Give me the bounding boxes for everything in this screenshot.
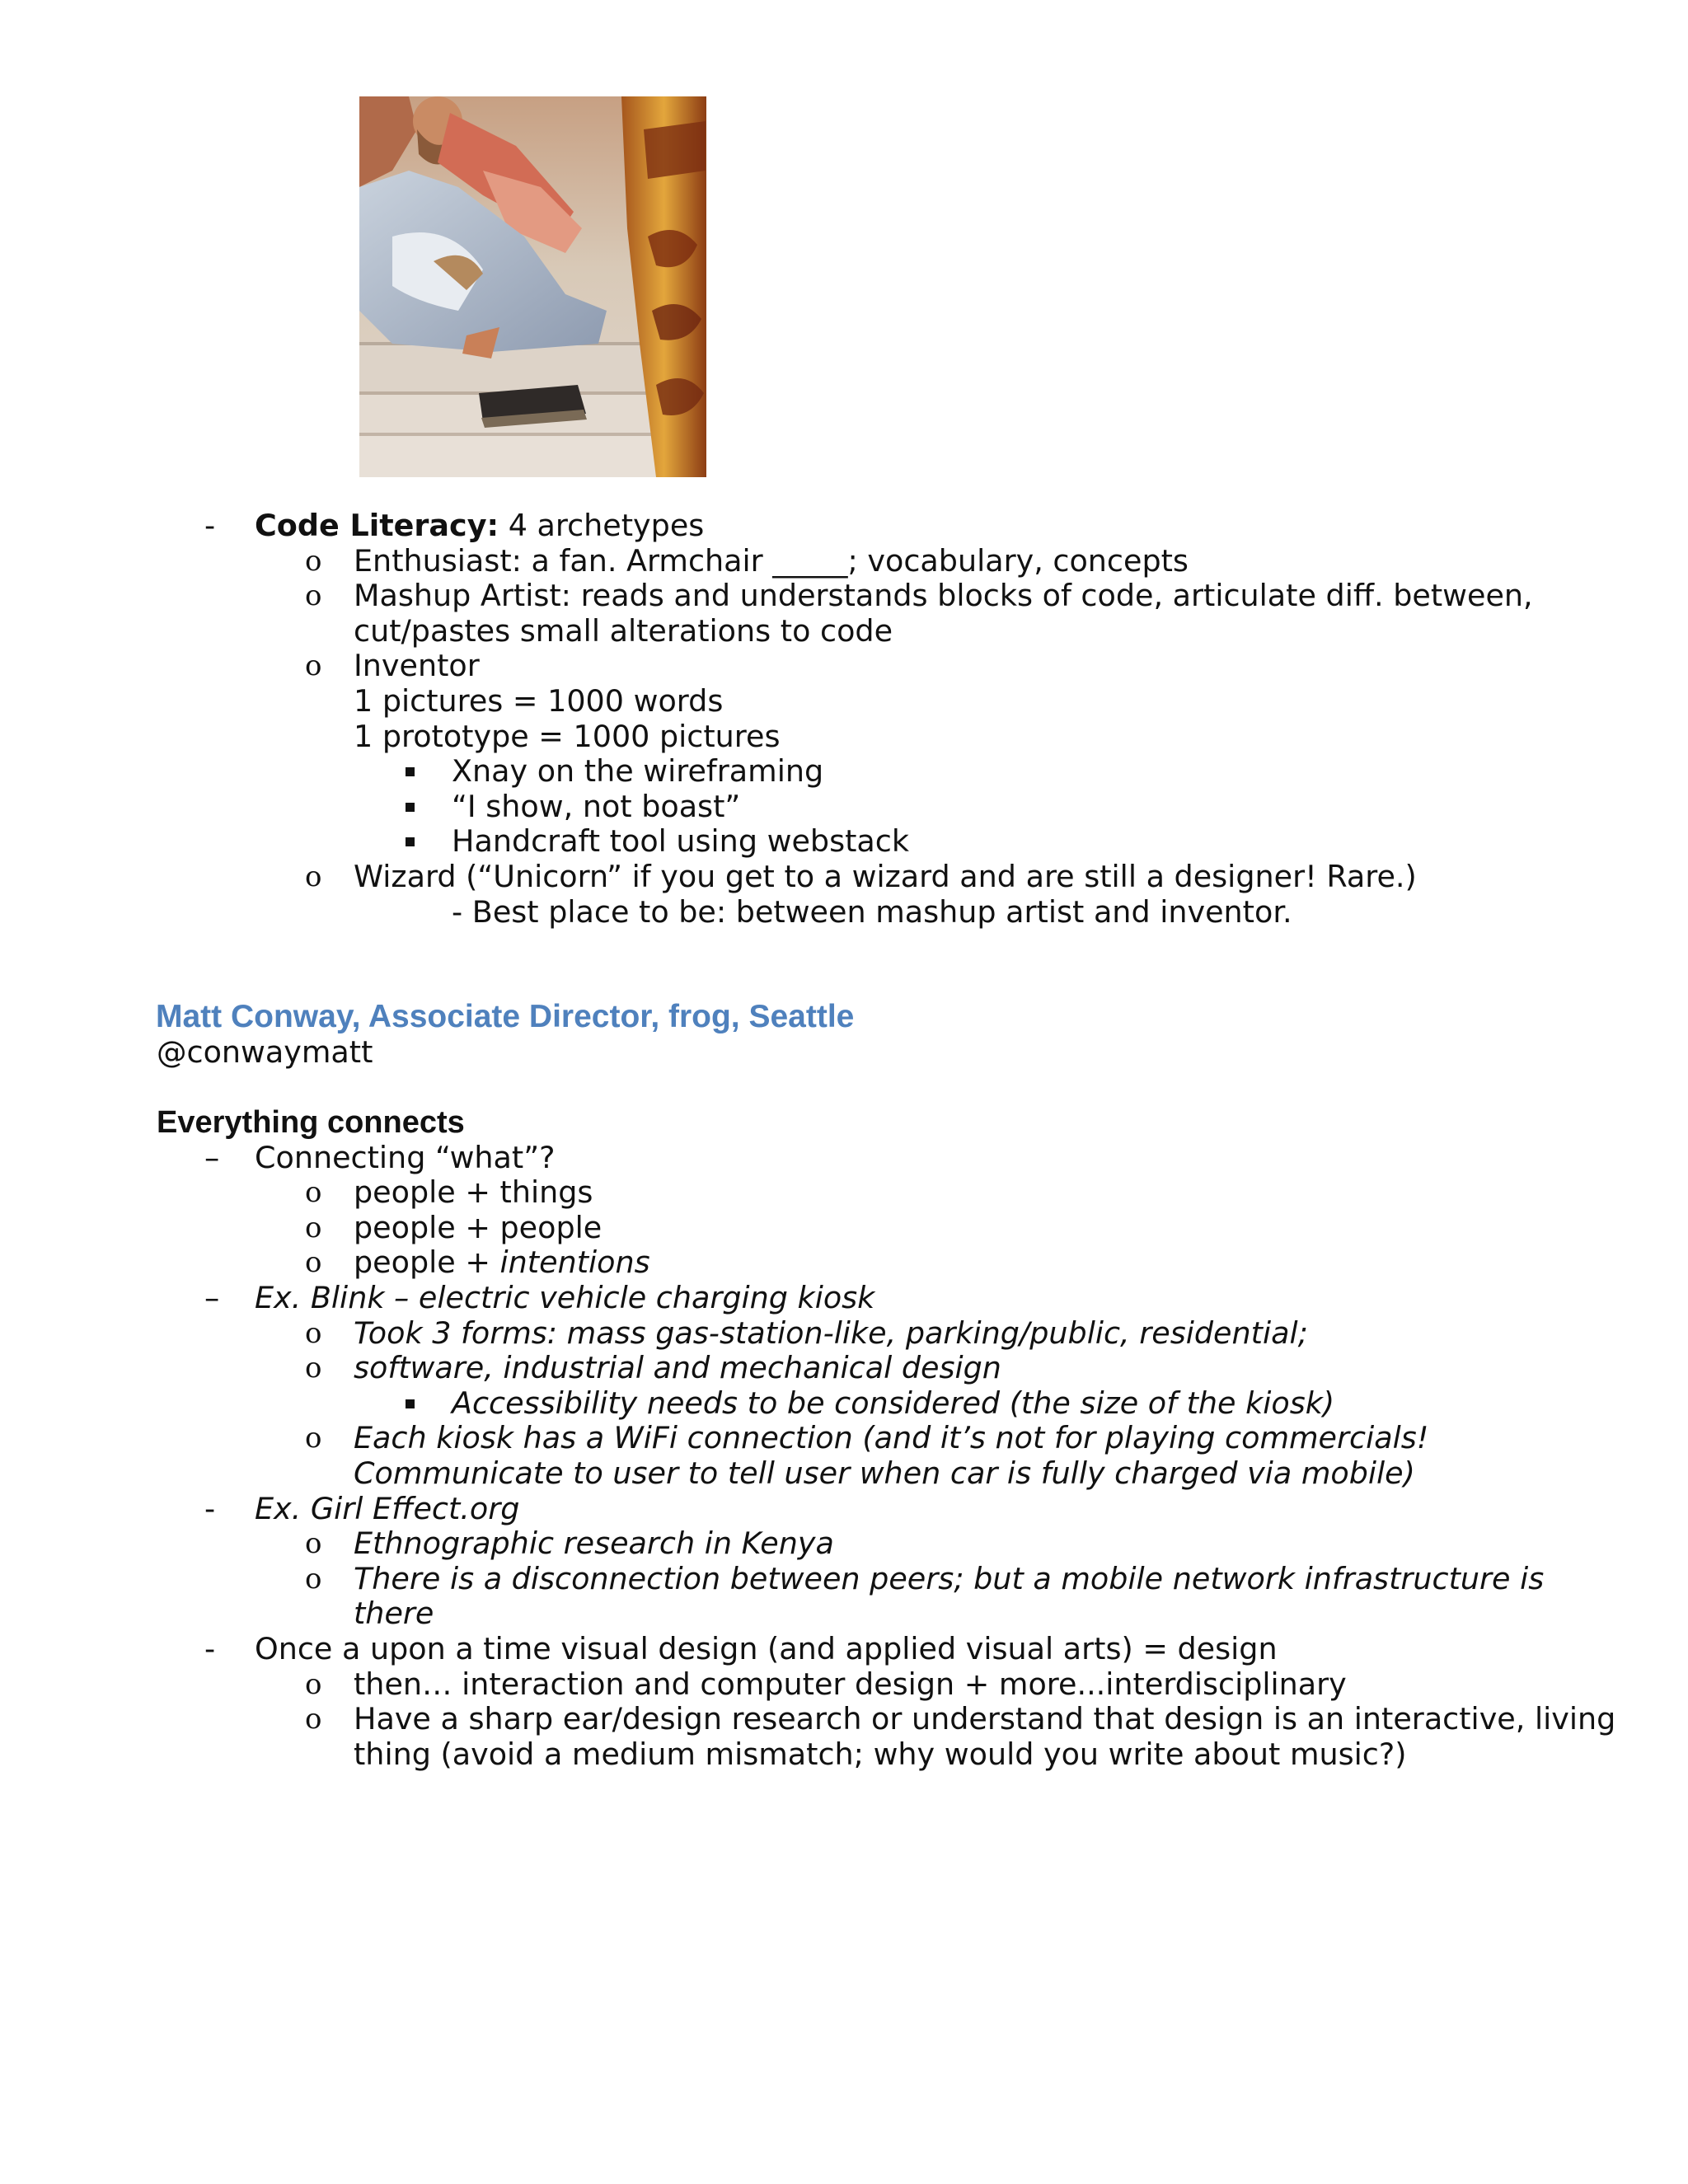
list-item-text: cut/pastes small alterations to code (354, 612, 893, 649)
list-item (157, 1141, 1558, 1176)
circle-bullet: o (305, 1176, 322, 1210)
square-bullet (406, 767, 415, 776)
speaker-handle: @conwaymatt (157, 1033, 373, 1070)
list-item-text: Ex. Girl Effect.org (255, 1490, 520, 1526)
list-item-text: Enthusiast: a fan. Armchair _____; vocabulary, concepts (354, 542, 1189, 579)
spacer (157, 965, 1558, 1001)
list-item (157, 1316, 1558, 1352)
circle-bullet: o (305, 1352, 322, 1385)
list-item (157, 1632, 1558, 1667)
circle-bullet: o (305, 544, 322, 578)
list-item-text: then… interaction and computer design + more...interdisciplinary (354, 1666, 1347, 1702)
circle-bullet: o (305, 1316, 322, 1350)
list-item-continuation (157, 719, 1558, 755)
spacer (157, 930, 1558, 965)
list-item-text: Inventor (354, 648, 480, 684)
list-item-text: Handcraft tool using webstack (452, 823, 909, 860)
code-literacy-text: 4 archetypes (499, 508, 705, 543)
list-item (157, 1211, 1558, 1246)
list-item-text: Xnay on the wireframing (452, 753, 824, 790)
list-item-text: Communicate to user to tell user when car is fully charged via mobile) (354, 1455, 1415, 1492)
list-item-continuation (157, 614, 1558, 649)
speaker-name: Matt Conway, Associate Director, frog, Seattle (156, 999, 855, 1035)
list-item (157, 860, 1558, 895)
list-item-text: Have a sharp ear/design research or understand that design is an interactive, living (354, 1701, 1616, 1737)
list-item-text: Once a upon a time visual design (and applied visual arts) = design (255, 1631, 1278, 1666)
list-item (157, 1667, 1558, 1703)
painting-illustration (359, 96, 706, 477)
section-title: Everything connects (157, 1105, 465, 1141)
list-item-text: 1 pictures = 1000 words (354, 682, 724, 719)
list-item-continuation (157, 684, 1558, 719)
list-item-continuation (157, 1456, 1558, 1492)
code-literacy-label: Code Literacy: (255, 508, 499, 543)
speaker-heading (156, 1000, 1557, 1035)
square-bullet (406, 837, 415, 846)
list-item (157, 1526, 1558, 1562)
list-item-text: Ex. Blink – electric vehicle charging kiosk (255, 1280, 875, 1316)
list-item-text: thing (avoid a medium mismatch; why would you write about music?) (354, 1736, 1407, 1772)
list-item-code-literacy (157, 509, 1558, 544)
list-item-text: Connecting “what”? (255, 1139, 556, 1175)
list-item (157, 1351, 1558, 1386)
list-item-text: there (354, 1596, 434, 1632)
speaker-handle-line (157, 1035, 1558, 1071)
circle-bullet: o (305, 649, 322, 683)
list-item (157, 1492, 1558, 1527)
list-item (157, 1175, 1558, 1211)
list-item-continuation (157, 1737, 1558, 1773)
dash-bullet: – (204, 1280, 220, 1316)
circle-bullet: o (305, 1562, 322, 1596)
list-item-text: Wizard (“Unicorn” if you get to a wizard and are still a designer! Rare.) (354, 858, 1417, 894)
list-item (157, 1562, 1558, 1597)
section-heading (157, 1105, 1558, 1141)
square-bullet (406, 803, 415, 812)
circle-bullet: o (305, 1246, 322, 1280)
circle-bullet: o (305, 1527, 322, 1561)
list-item-text: Mashup Artist: reads and understands blocks of code, articulate diff. between, (354, 578, 1533, 614)
list-item-text: Ethnographic research in Kenya (354, 1526, 834, 1562)
circle-bullet: o (305, 1211, 322, 1244)
dash-bullet: – (204, 1139, 220, 1175)
dash-bullet: - (204, 508, 216, 543)
list-item-text: 1 prototype = 1000 pictures (354, 718, 781, 754)
list-item-emphasis: intentions (499, 1244, 650, 1281)
circle-bullet: o (305, 579, 322, 613)
list-item-text: people + (354, 1244, 500, 1281)
circle-bullet: o (305, 1703, 322, 1736)
list-item (157, 1245, 1558, 1281)
list-item (157, 1281, 1558, 1316)
list-item-text: software, industrial and mechanical design (354, 1350, 1001, 1386)
list-item-text: people + things (354, 1174, 593, 1211)
list-item (157, 544, 1558, 579)
list-item-continuation (157, 895, 1558, 930)
square-bullet (406, 1399, 415, 1408)
list-item-text: “I show, not boast” (452, 788, 741, 824)
dash-bullet: - (204, 1631, 216, 1666)
list-item (157, 1701, 1616, 1737)
list-item (157, 790, 1558, 825)
list-item (157, 1421, 1558, 1456)
list-item (157, 649, 1558, 684)
circle-bullet: o (305, 1667, 322, 1701)
list-item (157, 754, 1558, 790)
circle-bullet: o (305, 1422, 322, 1455)
list-item (157, 1386, 1558, 1422)
list-item-text: Accessibility needs to be considered (the size of the kiosk) (452, 1385, 1335, 1421)
list-item-continuation (157, 1596, 1558, 1632)
list-item-text: people + people (354, 1209, 603, 1245)
list-item-text: - Best place to be: between mashup artist and inventor. (452, 893, 1292, 930)
list-item-text: Took 3 forms: mass gas-station-like, parking/public, residential; (354, 1315, 1308, 1351)
list-item-text: There is a disconnection between peers; but a mobile network infrastructure is (354, 1560, 1545, 1596)
document-body (156, 508, 1616, 1772)
circle-bullet: o (305, 860, 322, 893)
list-item (157, 579, 1558, 614)
list-item-text: Each kiosk has a WiFi connection (and it’s not for playing commercials! (354, 1420, 1429, 1456)
spacer (157, 1071, 1558, 1106)
list-item (157, 824, 1558, 860)
dash-bullet: - (204, 1490, 216, 1526)
painting-image (359, 96, 706, 477)
